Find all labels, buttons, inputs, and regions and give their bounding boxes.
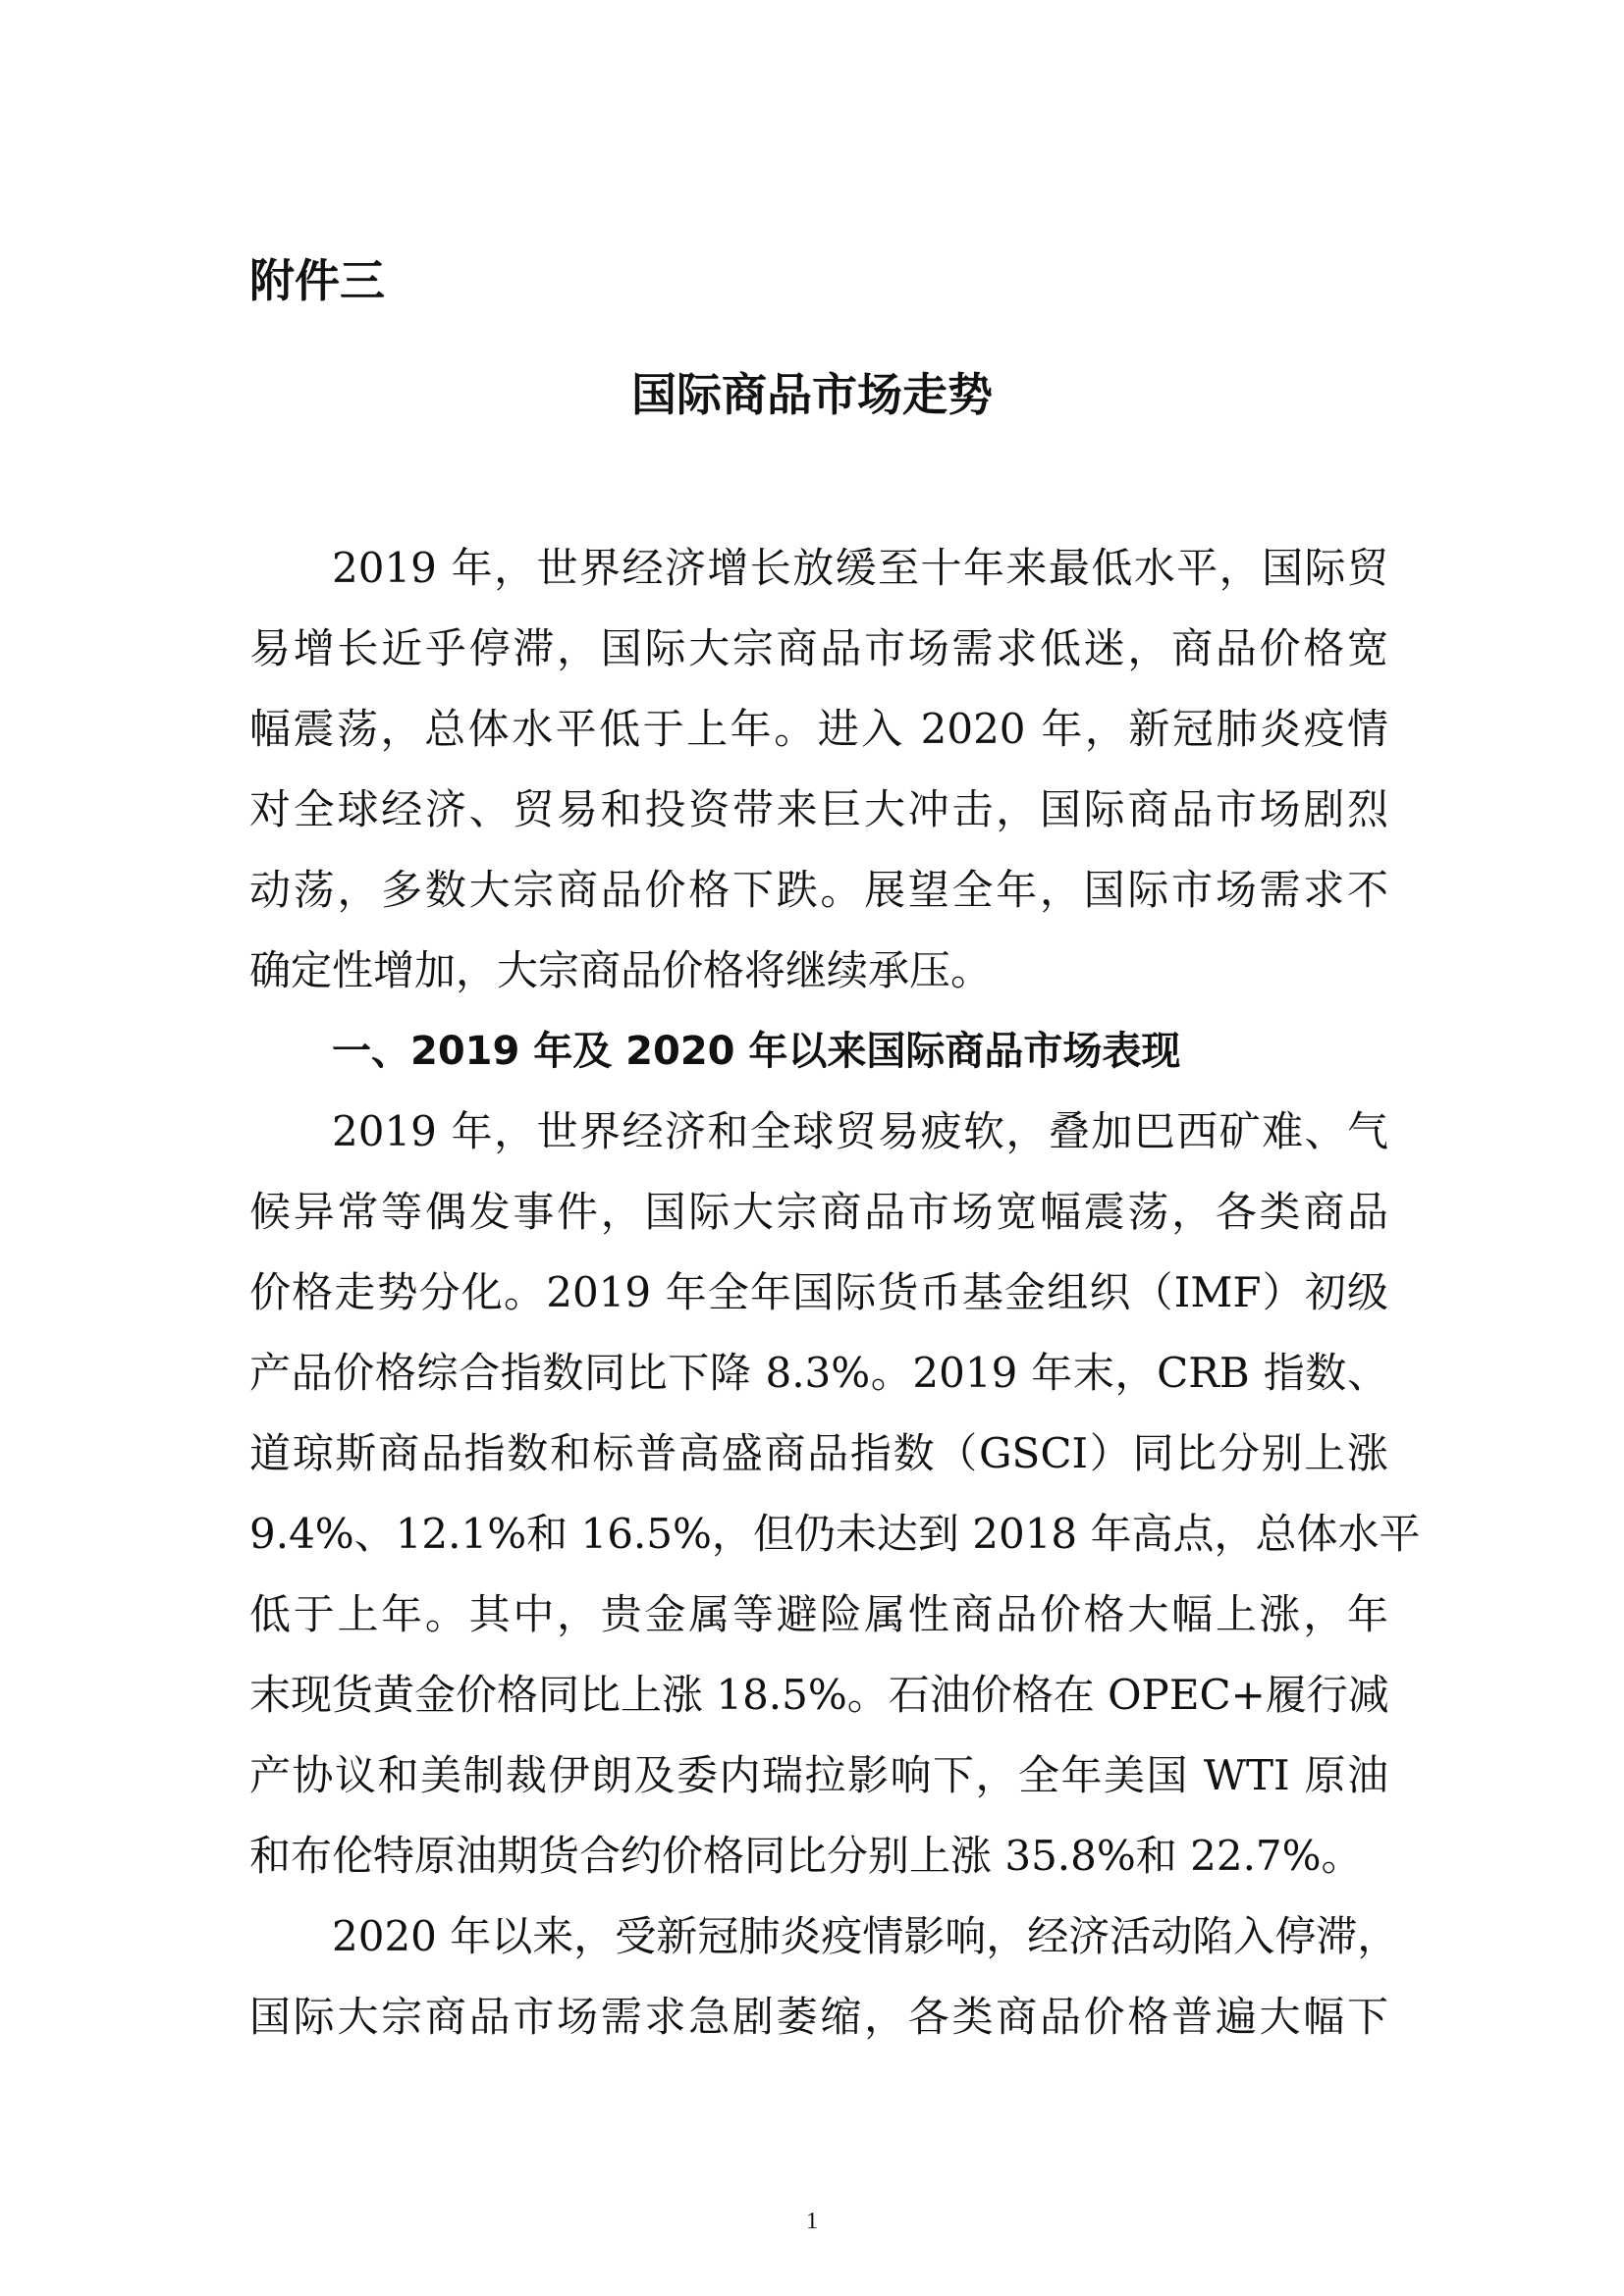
paragraph-line: 道琼斯商品指数和标普高盛商品指数（GSCI）同比分别上涨 bbox=[249, 1429, 1388, 1477]
paragraph-line: 动荡，多数大宗商品价格下跌。展望全年，国际市场需求不 bbox=[249, 866, 1388, 914]
paragraph-line: 2019 年，世界经济和全球贸易疲软，叠加巴西矿难、气 bbox=[332, 1107, 1388, 1155]
document-title: 国际商品市场走势 bbox=[631, 368, 993, 421]
paragraph-line: 和布伦特原油期货合约价格同比分别上涨 35.8%和 22.7%。 bbox=[249, 1832, 1363, 1880]
document-body bbox=[249, 528, 1421, 2057]
section-heading: 一、2019 年及 2020 年以来国际商品市场表现 bbox=[332, 1029, 1181, 1074]
paragraph bbox=[249, 1896, 1399, 2057]
paragraph-line: 易增长近乎停滞，国际大宗商品市场需求低迷，商品价格宽 bbox=[249, 624, 1388, 672]
paragraph-line: 确定性增加，大宗商品价格将继续承压。 bbox=[249, 946, 993, 994]
paragraph-line: 2020 年以来，受新冠肺炎疫情影响，经济活动陷入停滞， bbox=[332, 1912, 1399, 1960]
paragraph-line: 幅震荡，总体水平低于上年。进入 2020 年，新冠肺炎疫情 bbox=[249, 705, 1388, 753]
paragraph-line: 产协议和美制裁伊朗及委内瑞拉影响下，全年美国 WTI 原油 bbox=[249, 1751, 1388, 1799]
paragraph-line: 低于上年。其中，贵金属等避险属性商品价格大幅上涨，年 bbox=[249, 1590, 1388, 1638]
paragraph-line: 2019 年，世界经济增长放缓至十年来最低水平，国际贸 bbox=[332, 544, 1388, 592]
paragraph-line: 末现货黄金价格同比上涨 18.5%。石油价格在 OPEC+履行减 bbox=[249, 1671, 1389, 1719]
annex-label: 附件三 bbox=[249, 254, 385, 307]
page-number: 1 bbox=[806, 2209, 818, 2234]
paragraph-line: 候异常等偶发事件，国际大宗商品市场宽幅震荡，各类商品 bbox=[249, 1188, 1388, 1236]
paragraph-line: 产品价格综合指数同比下降 8.3%。2019 年末，CRB 指数、 bbox=[249, 1349, 1388, 1397]
paragraph bbox=[249, 528, 1388, 1011]
paragraph-line: 价格走势分化。2019 年全年国际货币基金组织（IMF）初级 bbox=[249, 1268, 1388, 1316]
paragraph bbox=[249, 1092, 1421, 1896]
paragraph-line: 9.4%、12.1%和 16.5%，但仍未达到 2018 年高点，总体水平 bbox=[249, 1510, 1421, 1558]
paragraph-line: 对全球经济、贸易和投资带来巨大冲击，国际商品市场剧烈 bbox=[249, 785, 1388, 833]
paragraph-line: 国际大宗商品市场需求急剧萎缩，各类商品价格普遍大幅下 bbox=[249, 1993, 1388, 2041]
